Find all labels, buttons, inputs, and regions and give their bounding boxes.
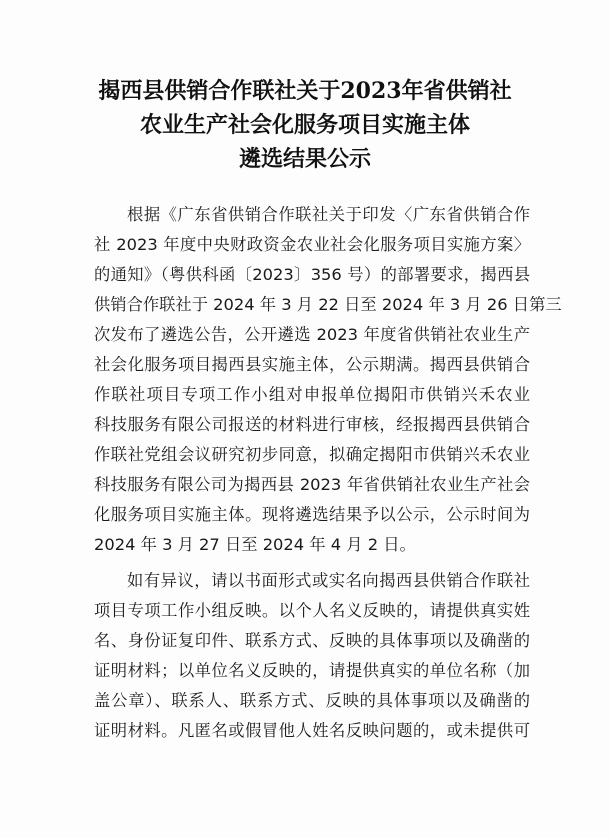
paragraph-2-line-4: 证明材料；以单位名义反映的，请提供真实的单位名称（加 [94,661,530,680]
paragraph-1-line-9: 作联社党组会议研究初步同意，拟确定揭阳市供销兴禾农业 [94,445,530,464]
paragraph-1-line-8: 科技服务有限公司报送的材料进行审核，经报揭西县供销合 [94,415,530,434]
document-title-line-2: 农业生产社会化服务项目实施主体 [139,112,470,138]
paragraph-1-line-3: 的通知》（粤供科函〔2023〕356 号）的部署要求，揭西县 [94,265,530,284]
paragraph-2-line-6: 证明材料。凡匿名或假冒他人姓名反映问题的，或未提供可 [94,721,530,740]
paragraph-2-line-5: 盖公章）、联系人、联系方式、反映的具体事项以及确凿的 [94,691,530,710]
paragraph-1-line-6: 社会化服务项目揭西县实施主体，公示期满。揭西县供销合 [94,355,530,374]
document-title-line-1: 揭西县供销合作联社关于2023年省供销社 [98,78,512,104]
paragraph-1-line-11: 化服务项目实施主体。现将遴选结果予以公示，公示时间为 [94,505,530,524]
paragraph-1-line-4: 供销合作联社于 2024 年 3 月 22 日至 2024 年 3 月 26 日第三 [94,295,562,314]
paragraph-1-line-12: 2024 年 3 月 27 日至 2024 年 4 月 2 日。 [94,535,416,554]
paragraph-1-line-1: 根据《广东省供销合作联社关于印发〈广东省供销合作 [127,205,530,224]
paragraph-2-line-1: 如有异议，请以书面形式或实名向揭西县供销合作联社 [127,571,530,590]
paragraph-2-line-2: 项目专项工作小组反映。以个人名义反映的，请提供真实姓 [94,601,530,620]
paragraph-1-line-5: 次发布了遴选公告，公开遴选 2023 年度省供销社农业生产 [94,325,530,344]
document-title-line-3: 遴选结果公示 [238,146,371,172]
paragraph-1-line-2: 社 2023 年度中央财政资金农业社会化服务项目实施方案〉 [94,235,530,254]
paragraph-1-line-10: 科技服务有限公司为揭西县 2023 年省供销社农业生产社会 [94,475,530,494]
paragraph-1-line-7: 作联社项目专项工作小组对申报单位揭阳市供销兴禾农业 [94,385,530,404]
paragraph-2-line-3: 名、身份证复印件、联系方式、反映的具体事项以及确凿的 [94,631,530,650]
